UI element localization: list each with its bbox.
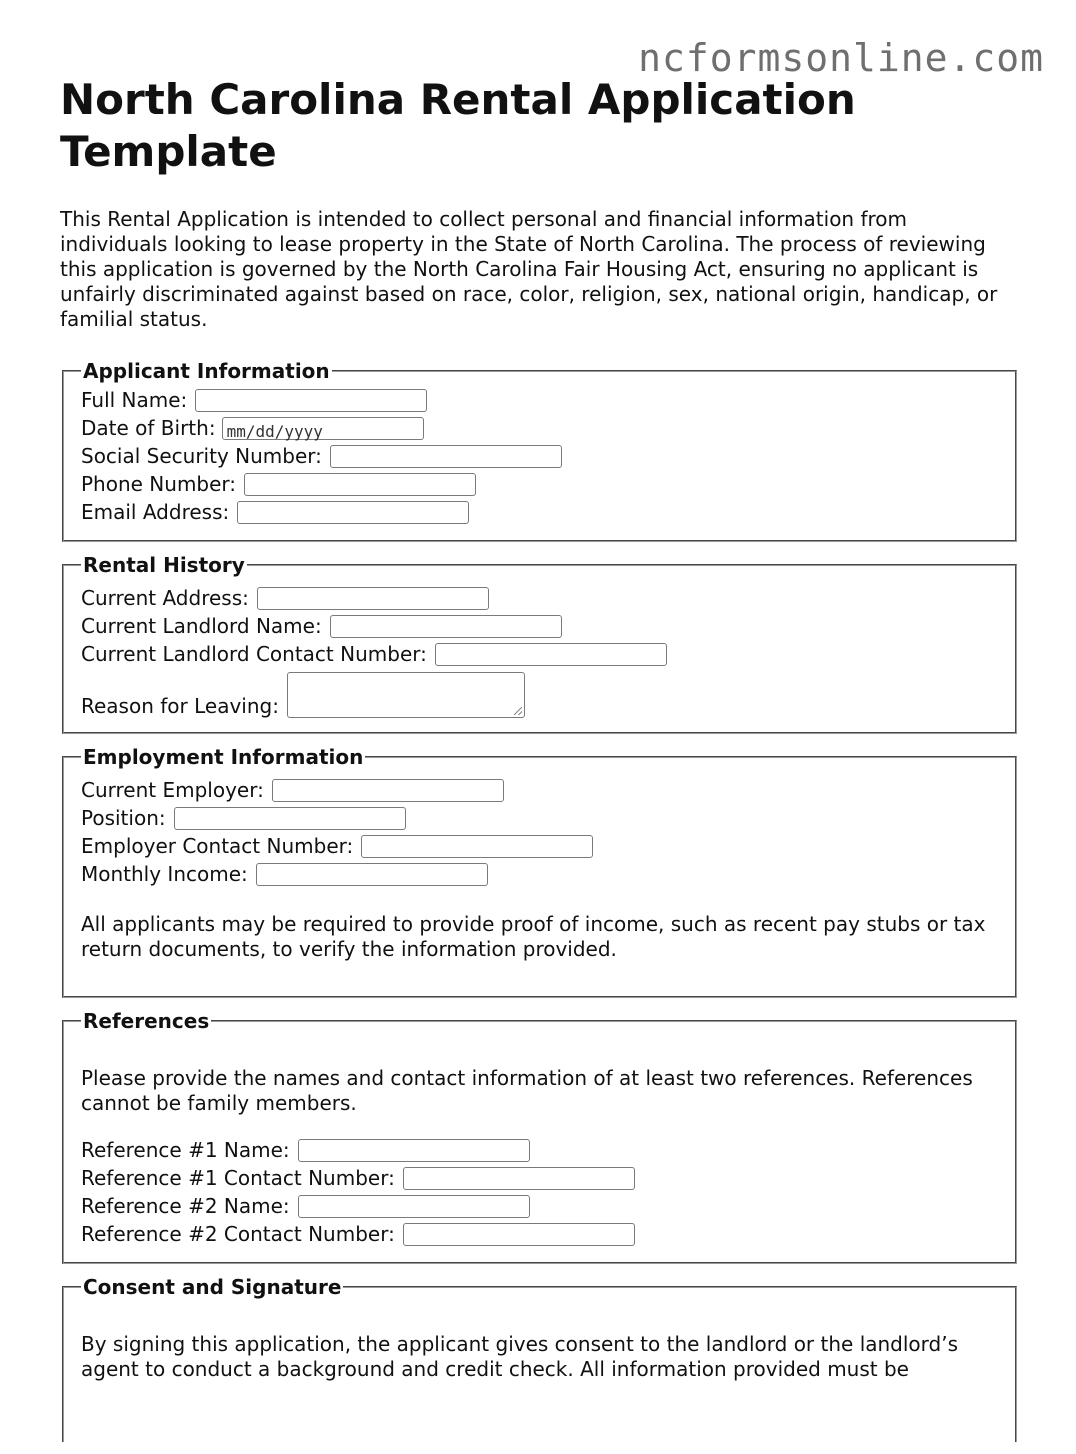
rental-history-section [62,554,1017,734]
section-legend: Applicant Information [83,359,330,383]
consent-signature-section [62,1276,1017,1442]
ref2-contact-input[interactable] [403,1223,635,1246]
landlord-name-input[interactable] [330,615,562,638]
section-legend: Consent and Signature [83,1275,342,1299]
income-input[interactable] [256,863,488,886]
resize-grip-icon[interactable] [514,707,522,715]
references-note: Please provide the names and contact information of at least two references. References cannot be family members. [81,1066,973,1115]
dob-label: Date of Birth: [81,416,216,440]
reason-label: Reason for Leaving: [81,694,279,718]
income-note: All applicants may be required to provide proof of income, such as recent pay stubs or tax return documents, to verify the information provided. [81,912,986,961]
position-label: Position: [81,806,166,830]
ssn-label: Social Security Number: [81,444,322,468]
ref2-name-label: Reference #2 Name: [81,1194,290,1218]
section-legend: Employment Information [83,745,364,769]
employer-contact-label: Employer Contact Number: [81,834,354,858]
ref1-name-input[interactable] [298,1139,530,1162]
full-name-input[interactable] [195,389,427,412]
position-input[interactable] [174,807,406,830]
ref1-name-label: Reference #1 Name: [81,1138,290,1162]
current-address-input[interactable] [257,587,489,610]
email-input[interactable] [237,501,469,524]
employment-information-section [62,746,1017,998]
full-name-label: Full Name: [81,388,188,412]
current-address-label: Current Address: [81,586,249,610]
consent-text: By signing this application, the applicant gives consent to the landlord or the landlord’s agent to conduct a background and credit check. All information provided must be [81,1332,959,1381]
ref2-name-input[interactable] [298,1195,530,1218]
reason-textarea[interactable] [287,672,525,718]
intro-paragraph: This Rental Application is intended to collect personal and financial information from individuals looking to lease property in the State of North Carolina. The process of reviewing this application is governed by the North Carolina Fair Housing Act, ensuring no applicant is unfairly discriminated against based on race, color, religion, sex, national origin, handicap, or familial status. [60,207,998,331]
income-label: Monthly Income: [81,862,248,886]
ssn-input[interactable] [330,445,562,468]
section-legend: References [83,1009,210,1033]
section-legend: Rental History [83,553,245,577]
watermark: ncformsonline.com [638,36,1044,80]
ref1-contact-label: Reference #1 Contact Number: [81,1166,395,1190]
phone-label: Phone Number: [81,472,237,496]
form-page [60,74,1016,1454]
phone-input[interactable] [244,473,476,496]
employer-input[interactable] [272,779,504,802]
references-section [62,1010,1017,1264]
ref1-contact-input[interactable] [403,1167,635,1190]
page-title: North Carolina Rental Application Template [60,75,856,176]
landlord-contact-label: Current Landlord Contact Number: [81,642,427,666]
ref2-contact-label: Reference #2 Contact Number: [81,1222,395,1246]
landlord-contact-input[interactable] [435,643,667,666]
applicant-information-section [62,360,1017,542]
landlord-name-label: Current Landlord Name: [81,614,322,638]
email-label: Email Address: [81,500,230,524]
employer-label: Current Employer: [81,778,264,802]
employer-contact-input[interactable] [361,835,593,858]
dob-input[interactable]: mm/dd/yyyy [222,417,424,440]
